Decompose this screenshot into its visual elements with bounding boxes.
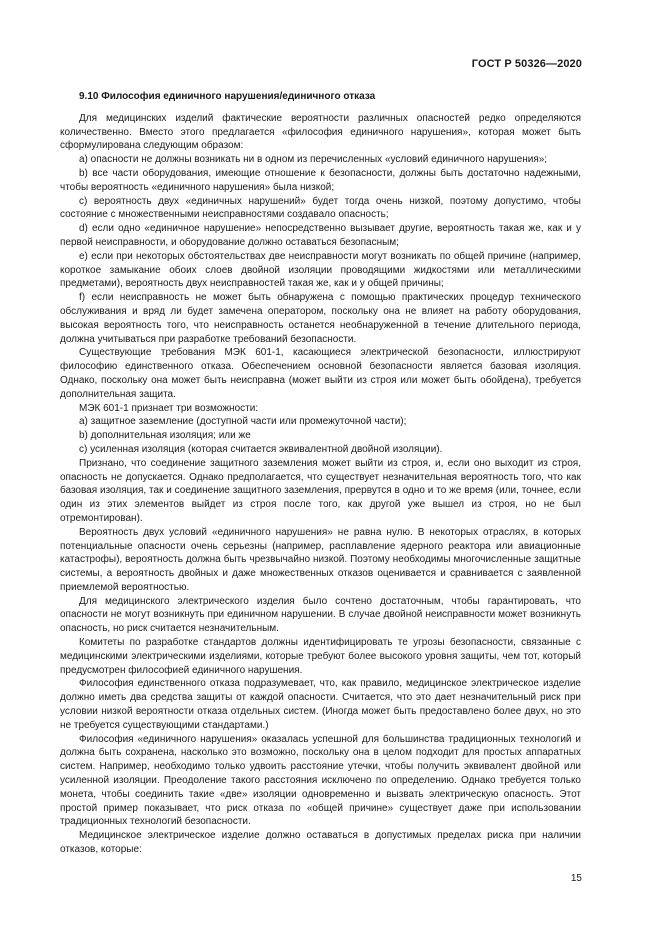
list-item-b: b) все части оборудования, имеющие отношение к безопасности, должны быть достаточно надежными, чтобы вероятность «единичного нарушения» была низкой; bbox=[60, 167, 581, 193]
paragraph: МЭК 601-1 признает три возможности: bbox=[79, 402, 259, 414]
paragraph: Для медицинского электрического изделия было сочтено достаточным, чтобы гарантировать, что опасности не могут возникнуть при единичном нарушении. В случае двойной неисправности может возникнуть опасность, но риск считается незначительным. bbox=[60, 595, 581, 635]
list-item-f: f) если неисправность не может быть обнаружена с помощью практических процедур технического обслуживания и вряд ли будет замечена оператором, поскольку она не влияет на работу оборудования, высокая вероятность того, что неисправность останется необнаруженной в течение длительного периода, должна учитываться при разработке требований безопасности. bbox=[60, 292, 581, 345]
page-number: 15 bbox=[570, 873, 582, 884]
list-item-b: b) дополнительная изоляция; или же bbox=[79, 430, 251, 442]
paragraph: Комитеты по разработке стандартов должны идентифицировать те угрозы безопасности, связанные с медицинскими электрическими изделиями, которые требуют более высокого уровня защиты, чем тот, который предусмотрен философией единичного нарушения. bbox=[60, 637, 581, 676]
section-title: 9.10 Философия единичного нарушения/единичного отказа bbox=[79, 91, 376, 102]
document-body bbox=[60, 90, 581, 857]
list-item-c: c) вероятность двух «единичных нарушений» будет тогда очень низкой, поэтому допустимо, чтобы состояние с множественными неисправностями создавало опасность; bbox=[60, 195, 581, 221]
paragraph: Существующие требования МЭК 601-1, касающиеся электрической безопасности, иллюстрируют философию единственного отказа. Обеспечением основной безопасности является базовая изоляция. Однако, поскольку она может быть неисправна (может выйти из строя или может быть обойдена), требуется дополнительная защита. bbox=[60, 347, 581, 400]
standard-header: ГОСТ Р 50326—2020 bbox=[471, 58, 582, 70]
list-item-a: a) опасности не должны возникать ни в одном из перечисленных «условий единичного нарушения»; bbox=[79, 154, 548, 166]
paragraph: Признано, что соединение защитного заземления может выйти из строя, и, если оно выходит из строя, опасность не допускается. Однако предполагается, что существует незначительная вероятность того, что как базовая изоляция, так и соединение защитного заземления, прервутся в одно и то же время (или, точнее, если один из этих элементов выйдет из строя после того, как другой уже вышел из строя, но не был отремонтирован). bbox=[60, 457, 581, 524]
paragraph: Для медицинских изделий фактические вероятности различных опасностей редко определяются количественно. Вместо этого предлагается «философия единичного нарушения», которая может быть сформулирована следующим образом: bbox=[60, 112, 581, 152]
paragraph: Вероятность двух условий «единичного нарушения» не равна нулю. В некоторых отраслях, в которых потенциальные опасности очень серьезны (например, расплавление ядерного реактора или авиационные катастрофы), вероятность должна быть чрезвычайно низкой. Поэтому необходимы многочисленные защитные системы, а вероятность двойных и даже множественных отказов оценивается и сравнивается с заявленной приемлемой вероятностью. bbox=[60, 526, 581, 593]
list-item-a: a) защитное заземление (доступной части или промежуточной части); bbox=[79, 416, 407, 428]
list-item-e: e) если при некоторых обстоятельствах две неисправности могут возникать по общей причине (например, короткое замыкание обоих слоев двойной изоляции проводящими жидкостями или металлическими предметами), вероятность двух неисправностей такая же, как и у общей причины; bbox=[60, 250, 581, 290]
list-item-c: c) усиленная изоляция (которая считается эквивалентной двойной изоляции). bbox=[79, 443, 443, 455]
paragraph: Философия единственного отказа подразумевает, что, как правило, медицинское электрическое изделие должно иметь два средства защиты от каждой опасности. Считается, что это дает незначительный риск при условии низкой вероятности отказа отдельных систем. (Иногда может быть предоставлено более двух, но это не требуется существующими стандартами.) bbox=[60, 678, 581, 731]
list-item-d: d) если одно «единичное нарушение» непосредственно вызывает другие, вероятность такая же, как и у первой неисправности, и оборудование должно оставаться безопасным; bbox=[60, 223, 581, 248]
paragraph: Медицинское электрическое изделие должно оставаться в допустимых пределах риска при наличии отказов, которые: bbox=[60, 830, 581, 856]
paragraph: Философия «единичного нарушения» оказалась успешной для большинства традиционных технологий и должна быть сохранена, насколько это возможно, поскольку она в целом подходит для простых аппаратных систем. Например, необходимо только удвоить расстояние утечки, чтобы получить эквивалент двойной или усиленной изоляции. Преодоление такого расстояния исключено по определению. Однако требуется только монета, чтобы соединить такие «две» изоляции одновременно и вызвать электрическую опасность. Этот простой пример показывает, что риск отказа по «общей причине» существует даже при использовании традиционных технологий безопасности. bbox=[60, 733, 581, 828]
